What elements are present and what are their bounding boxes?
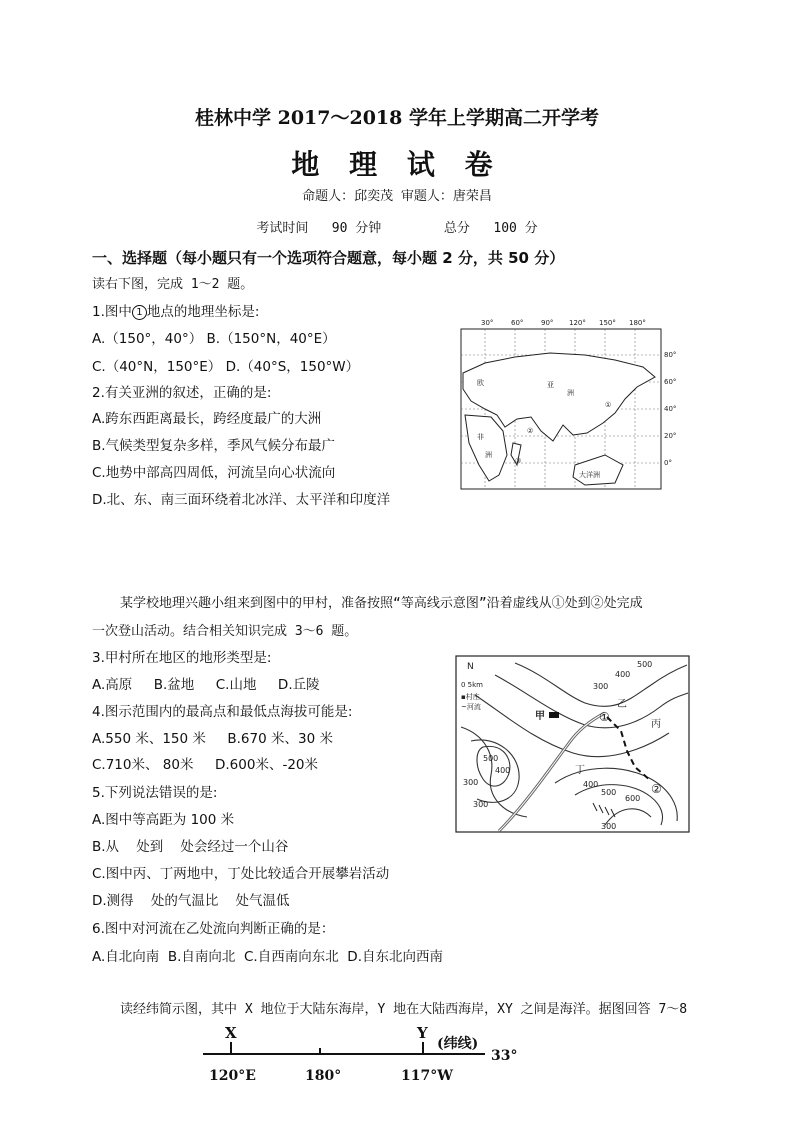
map-point-3: ③ (515, 457, 522, 465)
q3-stem: 3.甲村所在地区的地形类型是: (92, 650, 272, 666)
q5-option-a: A.图中等高距为 100 米 (92, 812, 235, 828)
lon-label: 150° (599, 319, 616, 327)
lat-label: 60° (664, 378, 677, 386)
map-point-2: ② (527, 427, 534, 435)
contour-label: 400 (615, 670, 631, 679)
school-exam-title: 桂林中学 2017～2018 学年上学期高二开学考 (195, 107, 599, 129)
contour-label: 300 (463, 778, 479, 787)
q1-stem (92, 300, 259, 320)
q2-option-a: A.跨东西距离最长，跨经度最广的大洲 (92, 411, 322, 427)
africa-zhou-label: 洲 (485, 451, 492, 459)
q1-options-ab: A.（150°，40°） B.（150°N，40°E） (92, 331, 336, 347)
legend-river: ~河流 (461, 703, 481, 711)
subject-title: 地 理 试 卷 (291, 148, 503, 181)
q1-stem-b: 地点的地理坐标是: (146, 304, 260, 320)
q6-stem: 6.图中对河流在乙处流向判断正确的是： (92, 921, 335, 937)
asia-label: 亚 (547, 381, 554, 389)
europe-label: 欧 (477, 379, 484, 387)
contour-label: 500 (483, 754, 499, 763)
q5-option-d: D.测得 处的气温比 处气温低 (92, 893, 290, 909)
contour-map-figure (455, 655, 691, 835)
place-yi: 乙 (617, 699, 627, 710)
intro-q3-6-line1: 某学校地理兴趣小组来到图中的甲村，准备按照“等高线示意图”沿着虚线从①处到②处完成 (120, 596, 643, 611)
lon-label: 30° (481, 319, 494, 327)
point-y-label: Y (417, 1024, 428, 1042)
lon-label: 60° (511, 319, 524, 327)
place-jia: 甲 (535, 711, 545, 722)
tick-117w: 117°W (401, 1068, 453, 1084)
lat-label: 80° (664, 351, 677, 359)
q4-option-c: C.710米、 80米 (92, 757, 194, 773)
contour-label: 500 (601, 788, 617, 797)
contour-label: 300 (601, 822, 617, 831)
q5-stem: 5.下列说法错误的是: (92, 785, 218, 801)
section-heading: 一、选择题（每小题只有一个选项符合题意，每小题 2 分，共 50 分） (92, 249, 565, 267)
latitude-diagram (195, 1022, 535, 1092)
q6-options: A.自北向南 B.自南向北 C.自西南向东北 D.自东北向西南 (92, 949, 443, 965)
route-point-1: ① (599, 710, 610, 724)
exam-info: 考试时间 90 分钟 总分 100 分 (256, 221, 538, 236)
intro-q3-6-line2: 一次登山活动。结合相关知识完成 3～6 题。 (92, 624, 358, 639)
asia-zhou-label: 洲 (567, 389, 574, 397)
intro-q7-8: 读经纬简示图，其中 X 地位于大陆东海岸，Y 地在大陆西海岸，XY 之间是海洋。据图回答 7～8 (120, 1002, 688, 1017)
contour-label: 300 (473, 800, 489, 809)
contour-label: 500 (637, 660, 653, 669)
q4-options-ab: A.550 米、150 米 B.670 米、30 米 (92, 731, 333, 747)
lat-label: 20° (664, 432, 677, 440)
q2-option-c: C.地势中部高四周低，河流呈向心状流向 (92, 465, 336, 481)
q1-options-cd: C.（40°N，150°E） D.（40°S，150°W） (92, 359, 360, 375)
contour-label: 300 (593, 682, 609, 691)
lat-label: 0° (664, 459, 672, 467)
q2-option-b: B.气候类型复杂多样，季风气候分布最广 (92, 438, 336, 454)
africa-label: 非 (477, 433, 484, 441)
q2-stem: 2.有关亚洲的叙述，正确的是: (92, 385, 272, 401)
latitude-line-label: (纬线) (437, 1036, 479, 1052)
north-arrow-label: N (467, 662, 474, 672)
place-bing: 丙 (651, 719, 661, 730)
world-map-figure (455, 315, 690, 495)
contour-label: 600 (625, 794, 641, 803)
contour-label: 400 (583, 780, 599, 789)
tick-180: 180° (305, 1068, 342, 1084)
q4-stem: 4.图示范围内的最高点和最低点海拔可能是: (92, 704, 353, 720)
authors-line: 命题人：邱奕茂 审题人：唐荣昌 (302, 189, 492, 204)
latitude-value: 33° (491, 1048, 518, 1064)
map-point-1: ① (605, 401, 612, 409)
route-point-2: ② (651, 782, 662, 796)
q5-option-b: B.从 处到 处会经过一个山谷 (92, 839, 289, 855)
point-1-marker: 1 (132, 305, 147, 320)
contour-label: 400 (495, 766, 511, 775)
lon-label: 180° (629, 319, 646, 327)
place-ding: 丁 (575, 765, 585, 776)
q1-stem-a: 1.图中 (92, 304, 132, 320)
lon-label: 120° (569, 319, 586, 327)
q3-options: A.高原 B.盆地 C.山地 D.丘陵 (92, 677, 320, 693)
oceania-label: 大洋洲 (579, 471, 600, 479)
scale-label: 0 5km (461, 681, 484, 689)
q2-option-d: D.北、东、南三面环绕着北冰洋、太平洋和印度洋 (92, 492, 391, 508)
q4-option-d: D.600米、-20米 (215, 757, 319, 773)
q5-option-c: C.图中丙、丁两地中，丁处比较适合开展攀岩活动 (92, 866, 390, 882)
point-x-label: X (225, 1024, 237, 1042)
tick-120e: 120°E (209, 1068, 256, 1084)
lon-label: 90° (541, 319, 554, 327)
lat-label: 40° (664, 405, 677, 413)
intro-q1-2: 读右下图，完成 1～2 题。 (92, 277, 254, 292)
legend-village: ▪村庄 (461, 693, 480, 701)
